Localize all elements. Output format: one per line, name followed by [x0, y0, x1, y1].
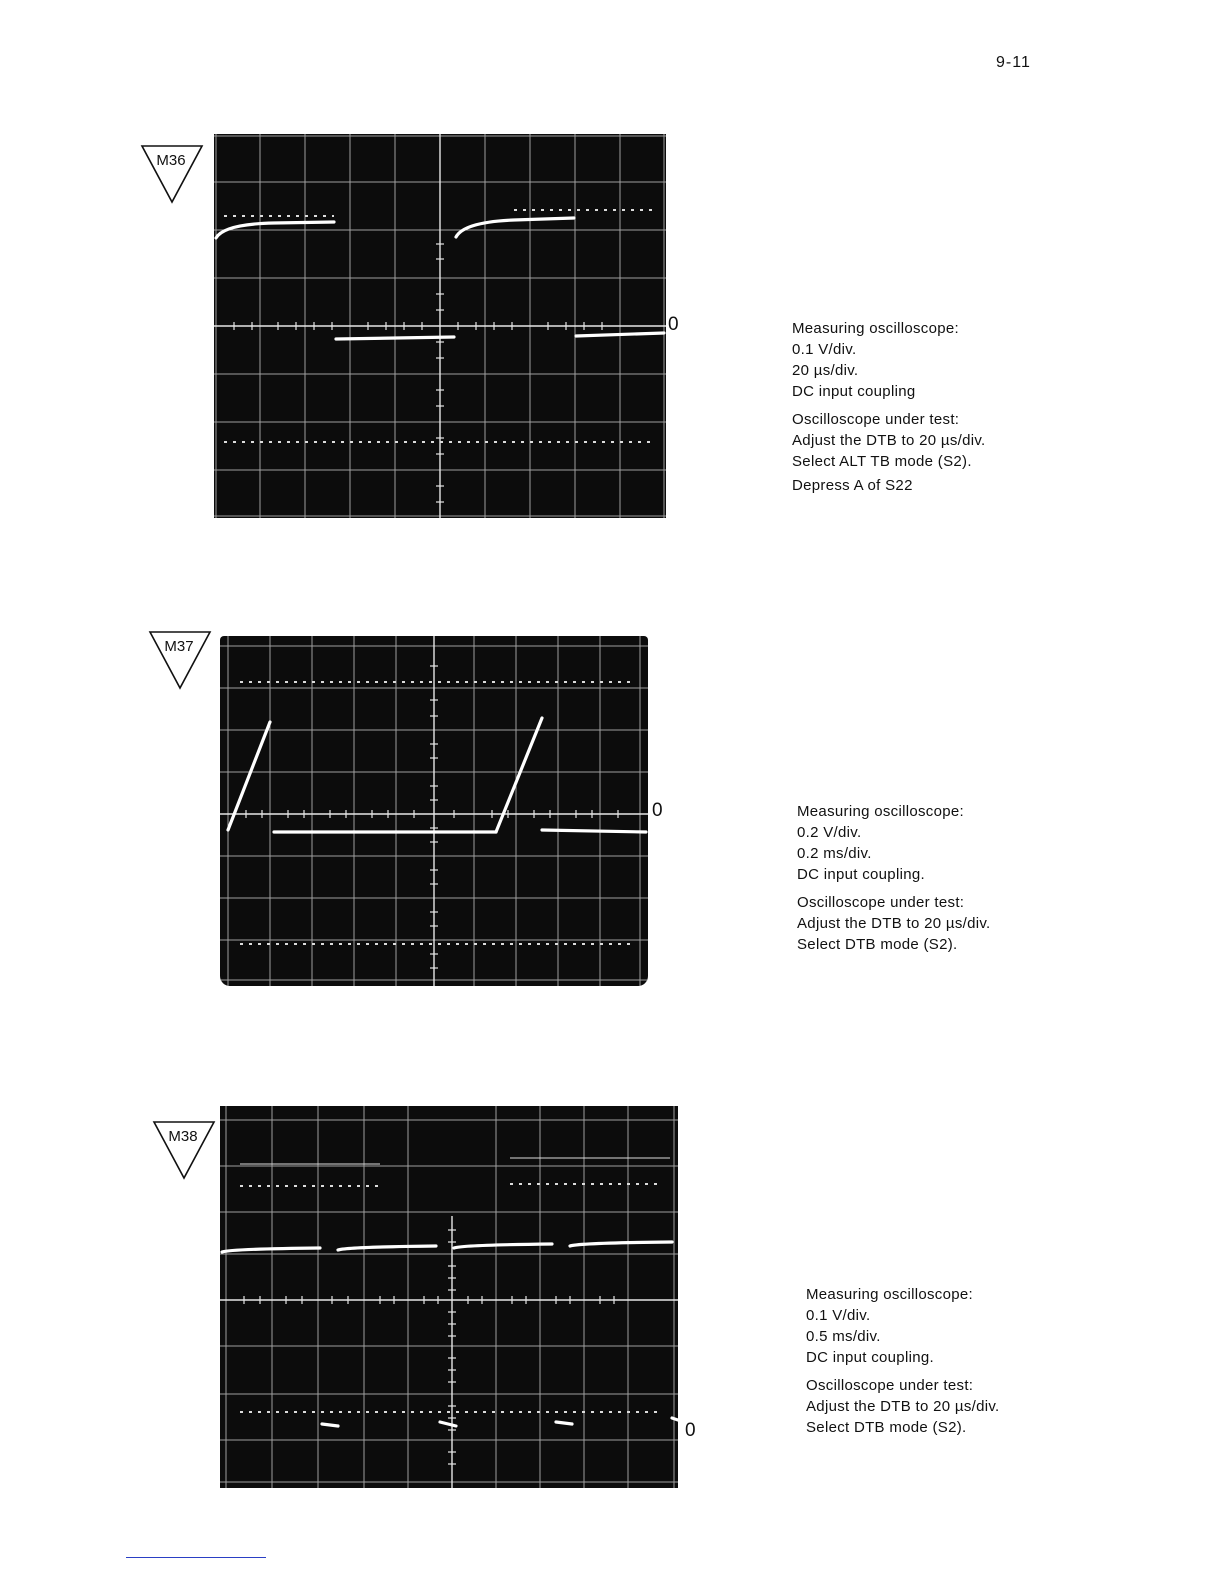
measuring-line: 0.1 V/div. [792, 341, 857, 358]
figure-marker-m37 [148, 630, 214, 690]
oscillogram-m36 [214, 134, 666, 518]
caption-m38 [806, 1284, 1000, 1438]
measuring-line: DC input coupling. [806, 1349, 934, 1366]
test-heading: Oscilloscope under test: [806, 1377, 974, 1394]
test-line: Adjust the DTB to 20 µs/div. [792, 432, 986, 449]
marker-label: M37 [164, 638, 194, 655]
test-line: Select DTB mode (S2). [797, 936, 958, 953]
zero-reference-label: 0 [652, 800, 663, 821]
caption-m36 [792, 318, 986, 496]
measuring-line: 0.5 ms/div. [806, 1328, 881, 1345]
measuring-line: 20 µs/div. [792, 362, 859, 379]
measuring-heading: Measuring oscilloscope: [792, 320, 959, 337]
marker-label: M38 [168, 1128, 198, 1145]
measuring-line: 0.2 V/div. [797, 824, 862, 841]
test-line: Depress A of S22 [792, 477, 913, 494]
measuring-line: DC input coupling [792, 383, 916, 400]
oscillogram-m37 [220, 636, 648, 986]
test-line: Select ALT TB mode (S2). [792, 453, 972, 470]
page-number: 9-11 [996, 54, 1031, 71]
test-heading: Oscilloscope under test: [792, 411, 960, 428]
caption-m37 [797, 801, 991, 955]
measuring-heading: Measuring oscilloscope: [806, 1286, 973, 1303]
measuring-line: 0.2 ms/div. [797, 845, 872, 862]
test-line: Adjust the DTB to 20 µs/div. [797, 915, 991, 932]
marker-label: M36 [156, 152, 186, 169]
oscillogram-m38 [220, 1106, 678, 1488]
footnote-rule [126, 1557, 266, 1558]
test-heading: Oscilloscope under test: [797, 894, 965, 911]
figure-marker-m36 [140, 144, 206, 204]
zero-reference-label: 0 [668, 314, 679, 335]
measuring-line: DC input coupling. [797, 866, 925, 883]
test-line: Select DTB mode (S2). [806, 1419, 967, 1436]
measuring-line: 0.1 V/div. [806, 1307, 871, 1324]
zero-reference-label: 0 [685, 1420, 696, 1441]
test-line: Adjust the DTB to 20 µs/div. [806, 1398, 1000, 1415]
measuring-heading: Measuring oscilloscope: [797, 803, 964, 820]
figure-marker-m38 [152, 1120, 218, 1180]
